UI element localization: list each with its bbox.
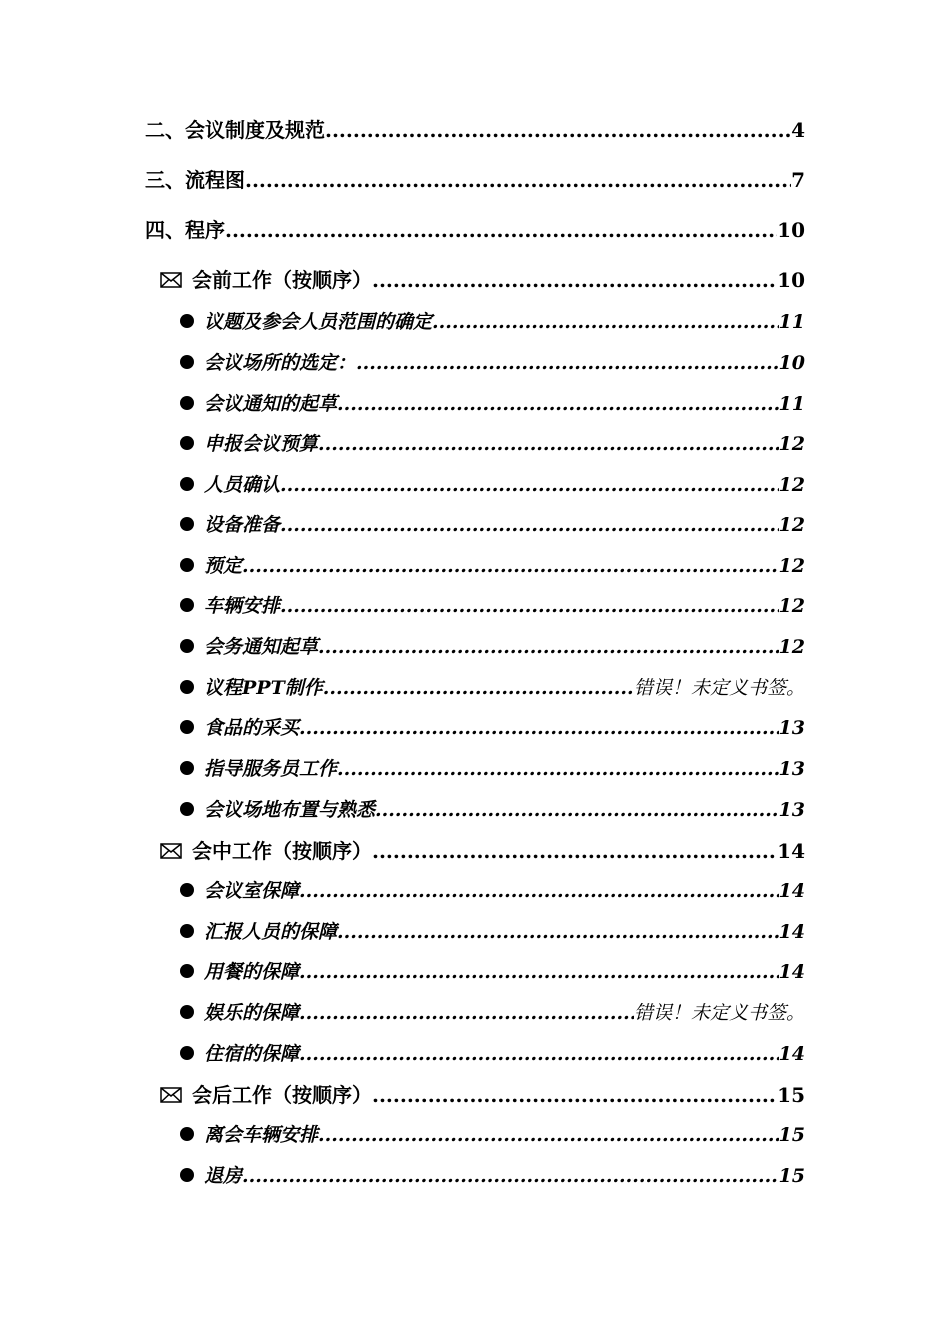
toc-page-number: 12 — [778, 595, 805, 617]
dot-leader — [299, 958, 779, 986]
bullet-icon — [180, 1040, 200, 1068]
dot-leader — [337, 918, 779, 946]
dot-leader — [325, 115, 791, 145]
dot-leader — [299, 1040, 779, 1068]
toc-page-number: 14 — [778, 1043, 805, 1065]
toc-entry-title: 预定 — [204, 555, 243, 577]
bullet-icon — [180, 430, 200, 458]
toc-page-number: 12 — [778, 636, 805, 658]
toc-entry[interactable] — [180, 592, 805, 620]
toc-entry[interactable] — [160, 265, 805, 295]
toc-entry-title: 退房 — [204, 1165, 243, 1187]
toc-entry[interactable] — [180, 918, 805, 946]
dot-leader — [242, 1162, 779, 1190]
toc-page-number: 10 — [778, 352, 805, 374]
toc-entry[interactable] — [180, 633, 805, 661]
toc-entry-title: 用餐的保障 — [204, 961, 300, 983]
toc-entry-title: 设备准备 — [204, 514, 281, 536]
toc-page-number: 12 — [778, 555, 805, 577]
envelope-icon — [160, 836, 188, 866]
bullet-icon — [180, 674, 200, 702]
dot-leader — [280, 592, 779, 620]
envelope-icon — [160, 1080, 188, 1110]
dot-leader — [372, 265, 777, 295]
toc-entry-title: 四、程序 — [145, 218, 225, 242]
bullet-icon — [180, 592, 200, 620]
toc-entry-title: 车辆安排 — [204, 595, 281, 617]
dot-leader — [245, 165, 791, 195]
toc-page-number: 13 — [778, 717, 805, 739]
toc-entry-title: 会议场地布置与熟悉 — [204, 799, 376, 821]
toc-entry-title: 住宿的保障 — [204, 1043, 300, 1065]
toc-entry[interactable] — [180, 511, 805, 539]
toc-page-number: 15 — [778, 1165, 805, 1187]
toc-page-number: 11 — [778, 393, 805, 415]
toc-entry-title: 申报会议预算 — [204, 433, 319, 455]
toc-entry[interactable] — [180, 796, 805, 824]
bullet-icon — [180, 877, 200, 905]
bullet-icon — [180, 796, 200, 824]
toc-entry[interactable] — [180, 999, 805, 1027]
toc-page-number: 11 — [778, 311, 805, 333]
dot-leader — [318, 430, 779, 458]
toc-entry-title: 会后工作（按顺序） — [192, 1083, 372, 1107]
dot-leader — [432, 308, 779, 336]
toc-page-number: 12 — [778, 433, 805, 455]
toc-page-number: 13 — [778, 758, 805, 780]
dot-leader — [280, 511, 779, 539]
toc-entry-title: 离会车辆安排 — [204, 1124, 319, 1146]
toc-entry-title: 会议室保障 — [204, 880, 300, 902]
bullet-icon — [180, 349, 200, 377]
toc-entry[interactable] — [180, 674, 805, 702]
toc-page-number: 14 — [778, 921, 805, 943]
toc-entry-title: 会议场所的选定： — [204, 352, 357, 374]
toc-page-number: 15 — [778, 1124, 805, 1146]
dot-leader — [356, 349, 779, 377]
toc-entry-title: 二、会议制度及规范 — [145, 118, 325, 142]
toc-entry[interactable] — [180, 308, 805, 336]
toc-entry-title: 三、流程图 — [145, 168, 245, 192]
toc-page-number: 12 — [778, 474, 805, 496]
toc-entry-title: 会中工作（按顺序） — [192, 839, 372, 863]
envelope-icon — [160, 265, 188, 295]
toc-entry[interactable] — [180, 1162, 805, 1190]
toc-entry[interactable] — [180, 714, 805, 742]
bullet-icon — [180, 390, 200, 418]
dot-leader — [323, 674, 634, 702]
toc-entry[interactable] — [180, 1121, 805, 1149]
toc-page-number: 7 — [791, 168, 805, 192]
dot-leader — [337, 755, 779, 783]
toc-page-number: 4 — [791, 118, 805, 142]
toc-entry-title: 会议通知的起草 — [204, 393, 338, 415]
bookmark-error-text: 错误！未定义书签。 — [633, 1002, 805, 1024]
dot-leader — [372, 1080, 777, 1110]
toc-entry[interactable] — [180, 958, 805, 986]
bullet-icon — [180, 958, 200, 986]
dot-leader — [299, 877, 779, 905]
toc-page-number: 14 — [778, 961, 805, 983]
toc-entry-title: 娱乐的保障 — [204, 1002, 300, 1024]
toc-entry[interactable] — [180, 1040, 805, 1068]
bullet-icon — [180, 308, 200, 336]
toc-entry-title: 食品的采买 — [204, 717, 300, 739]
bullet-icon — [180, 918, 200, 946]
dot-leader — [299, 714, 779, 742]
bullet-icon — [180, 755, 200, 783]
toc-entry-title: 指导服务员工作 — [204, 758, 338, 780]
toc-entry[interactable] — [180, 471, 805, 499]
dot-leader — [375, 796, 779, 824]
toc-entry[interactable] — [160, 1080, 805, 1110]
toc-page-number: 12 — [778, 514, 805, 536]
toc-entry-title: 汇报人员的保障 — [204, 921, 338, 943]
dot-leader — [318, 633, 779, 661]
toc-entry-title: 议题及参会人员范围的确定 — [204, 311, 433, 333]
dot-leader — [280, 471, 779, 499]
toc-entry[interactable] — [145, 215, 805, 245]
dot-leader — [337, 390, 779, 418]
toc-entry[interactable] — [180, 755, 805, 783]
bullet-icon — [180, 552, 200, 580]
toc-entry[interactable] — [145, 165, 805, 195]
toc-entry-title: 会务通知起草 — [204, 636, 319, 658]
toc-entry[interactable] — [145, 115, 805, 145]
bullet-icon — [180, 1121, 200, 1149]
toc-entry[interactable] — [180, 430, 805, 458]
dot-leader — [372, 836, 777, 866]
toc-page-number: 10 — [777, 268, 805, 292]
bullet-icon — [180, 511, 200, 539]
bullet-icon — [180, 471, 200, 499]
toc-entry[interactable] — [180, 349, 805, 377]
dot-leader — [318, 1121, 779, 1149]
toc-entry-title: 人员确认 — [204, 474, 281, 496]
bullet-icon — [180, 633, 200, 661]
bullet-icon — [180, 1162, 200, 1190]
toc-page-number: 14 — [777, 839, 805, 863]
dot-leader — [299, 999, 634, 1027]
toc-page-number: 10 — [777, 218, 805, 242]
dot-leader — [242, 552, 779, 580]
toc-entry[interactable] — [180, 390, 805, 418]
bullet-icon — [180, 714, 200, 742]
bookmark-error-text: 错误！未定义书签。 — [633, 677, 805, 699]
toc-page-number: 14 — [778, 880, 805, 902]
toc-entry[interactable] — [180, 552, 805, 580]
toc-entry-title: 会前工作（按顺序） — [192, 268, 372, 292]
toc-page-number: 15 — [777, 1083, 805, 1107]
toc-entry-title: 议程PPT制作 — [204, 677, 323, 699]
toc-entry[interactable] — [180, 877, 805, 905]
toc-entry[interactable] — [160, 836, 805, 866]
toc-page-number: 13 — [778, 799, 805, 821]
bullet-icon — [180, 999, 200, 1027]
dot-leader — [225, 215, 777, 245]
